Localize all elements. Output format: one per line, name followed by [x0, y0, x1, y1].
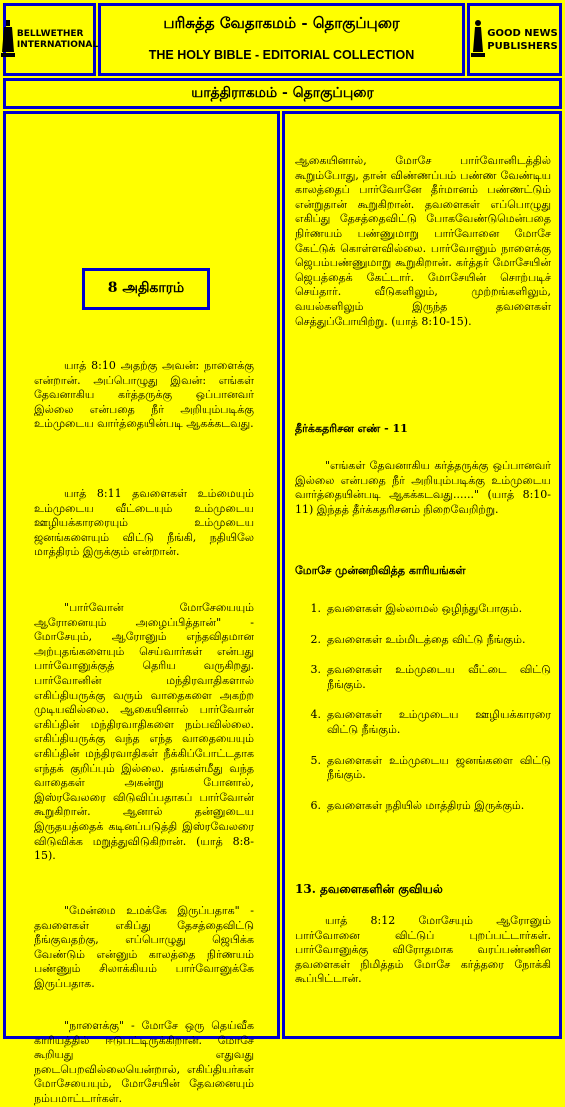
- list-item-number: 2.: [310, 632, 321, 646]
- list-item: [295, 602, 551, 617]
- chapter-box: [82, 268, 210, 310]
- list-item: [295, 708, 551, 737]
- left-column: [3, 111, 280, 1105]
- list-item-number: 5.: [310, 753, 321, 767]
- header-title-tamil: பரிசுத்த வேதாகமம் - தொகுப்புரை: [163, 14, 400, 32]
- list-item-text: தவளைகள் உம்முடைய வீட்டை விட்டு நீங்கும்.: [327, 663, 551, 691]
- list-item-text: தவளைகள் உம்முடைய ஜனங்களை விட்டு நீங்கும்.: [327, 753, 551, 782]
- list-heading: மோசே முன்னறிவித்த காரியங்கள்: [295, 564, 466, 577]
- prophecy-heading: தீர்க்கதரிசன எண் - 11: [295, 422, 408, 435]
- list-item: [295, 633, 551, 648]
- right-paragraph-1: ஆகையினால், மோசே பார்வோனிடத்தில் கூறும்போது, தான் விண்ணப்பம் பண்ண வேண்டிய காலத்தைப் பார்வோனே தீர்மானம் பண்ணட்டும் என்றுதான் கூறுகிறான். தவளைகள் எப்பொழுது எகிப்து தேசத்தைவிட்டு போகவேண்டுமென்பதை நிர்ணயம் பண்ணுமாறு பார்வோனை மோசே கேட்டுக் கொள்ளவில்லை. பார்வோனும் நாளைக்கு ஜெபம்பண்ணுமாறு கூறுகிறான். கர்த்தர் மோசேயின் ஜெபத்தைக் கேட்டார். மோசேயின் சொற்படிச் செய்தார். வீடுகளிலும், முற்றங்களிலும், வயல்களிலும் இருந்த தவளைகள் செத்துப்போயிற்று. (யாத் 8:10-15).: [295, 154, 551, 328]
- list-item-text: தவளைகள் உம்மிடத்தை விட்டு நீங்கும்.: [327, 632, 526, 646]
- list-item-number: 6.: [310, 798, 321, 812]
- list-item: [295, 754, 551, 783]
- left-paragraph-3: "பார்வோன் மோசேயையும் ஆரோனையும் அழைப்பித்தான்" - மோசேயும், ஆரோனும் எந்தவிதமான அற்புதங்களையும் செய்வார்கள் என்பது பார்வோனுக்குத் தெரிய வருகிறது. பார்வோனின் மந்திரவாதிகளால் எகிப்தியருக்கு வரும் வாதைகளை அகற்ற முடியவில்லை. ஆகையினால் பார்வோன் எகிப்தின் மந்திரவாதிகளை நம்பவில்லை. எகிப்தியருக்கு வந்த எந்த வாதையையும் எகிப்தின் மந்திரவாதிகள் நீக்கிப்போட்டதாக எந்தக் குறிப்பும் இல்லை. தங்கள்மீது வந்த வாதைகள் அகன்று போனால், இஸ்ரவேலரை விடுவிப்பதாகப் பார்வோன் கூறுகிறான். ஆனால் தன்னுடைய இருதயத்தைக் கடினப்படுத்தி இஸ்ரவேலரை விடுவிக்க மறுத்துவிடுகிறான். (யாத் 8:8-15).: [34, 601, 254, 863]
- right-logo-line2: PUBLISHERS: [487, 40, 558, 52]
- list-item-number: 3.: [310, 663, 321, 677]
- good-news-logo: [467, 3, 562, 76]
- left-logo-line2: INTERNATIONAL: [16, 39, 99, 50]
- header-title-english: THE HOLY BIBLE - EDITORIAL COLLECTION: [148, 48, 415, 62]
- list-item-text: தவளைகள் நதியில் மாத்திரம் இருக்கும்.: [327, 798, 525, 812]
- bellwether-figure-icon: [1, 18, 15, 62]
- header-title-box: [98, 3, 465, 76]
- subtitle-bar: [3, 78, 562, 109]
- list-item: [295, 799, 551, 814]
- right-paragraph-3: யாத் 8:12 மோசேயும் ஆரோனும் பார்வோனை விட்டுப் புறப்பட்டார்கள். பார்வோனுக்கு விரோதமாக வரப்பண்ணின தவளைகள் நிமித்தம் மோசே கர்த்தரை நோக்கி கூப்பிட்டான்.: [295, 914, 551, 986]
- list-item-number: 4.: [310, 708, 321, 722]
- right-column: [282, 111, 562, 1039]
- right-paragraph-2: "எங்கள் தேவனாகிய கர்த்தருக்கு ஒப்பானவர் இல்லை என்பதை நீர் அறியும்படிக்கு உம்முடைய வார்த்தையின்படி ஆகக்கடவது......" (யாத் 8:10-11) இந்தத் தீர்க்கதரிசனம் நிறைவேறிற்று.: [295, 459, 551, 516]
- list-item-text: தவளைகள் இல்லாமல் ஒழிந்துபோகும்.: [327, 602, 523, 615]
- subtitle: யாத்திராகமம் - தொகுப்புரை: [191, 84, 374, 101]
- chapter-title: 8 அதிகாரம்: [107, 280, 185, 296]
- list-item-text: தவளைகள் உம்முடைய ஊழியக்காரரை விட்டு நீங்கும்.: [327, 708, 551, 736]
- left-paragraph-4: "மேன்மை உமக்கே இருப்பதாக" - தவளைகள் எகிப்து தேசத்தைவிட்டு நீங்குவதற்கு, எப்பொழுது ஜெபிக்க வேண்டும் என்னும் காலத்தை நிர்ணயம் பண்ணும் சிலாக்கியம் பார்வோனுக்கே இருப்பதாக.: [34, 904, 254, 990]
- right-logo-line1: GOOD NEWS: [487, 27, 558, 39]
- list-item-number: 1.: [310, 602, 321, 615]
- section-heading: 13. தவளைகளின் குவியல்: [295, 882, 443, 896]
- left-logo-line1: BELLWETHER: [16, 28, 84, 39]
- good-news-figure-icon: [471, 18, 485, 62]
- bellwether-logo: [3, 3, 99, 76]
- predictions-list: [295, 602, 551, 813]
- list-item: [295, 663, 551, 692]
- left-paragraph-5: "நாளைக்கு" - மோசே ஒரு தெய்வீக காரியத்தில் ஈடுபட்டிருக்கிறான். மோசே கூறியது எதுவது நடைபெறவில்லையென்றால், எகிப்தியர்கள் மோசேயையும், மோசேயின் தேவனையும் நம்பமாட்டார்கள்.: [34, 1019, 254, 1105]
- left-paragraph-2: யாத் 8:11 தவளைகள் உம்மையும் உம்முடைய வீட்டையும் உம்முடைய ஊழியக்காரரையும் உம்முடைய ஜனங்களையும் விட்டு நீங்கி, நதியிலே மாத்திரம் இருக்கும் என்றான்.: [34, 487, 254, 559]
- left-paragraph-1: யாத் 8:10 அதற்கு அவன்: நாளைக்கு என்றான். அப்பொழுது இவன்: எங்கள் தேவனாகிய கர்த்தருக்கு ஒப்பானவர் இல்லை என்பதை நீர் அறியும்படிக்கு உம்முடைய வார்த்தையின்படி ஆகக்கடவது.: [34, 359, 254, 431]
